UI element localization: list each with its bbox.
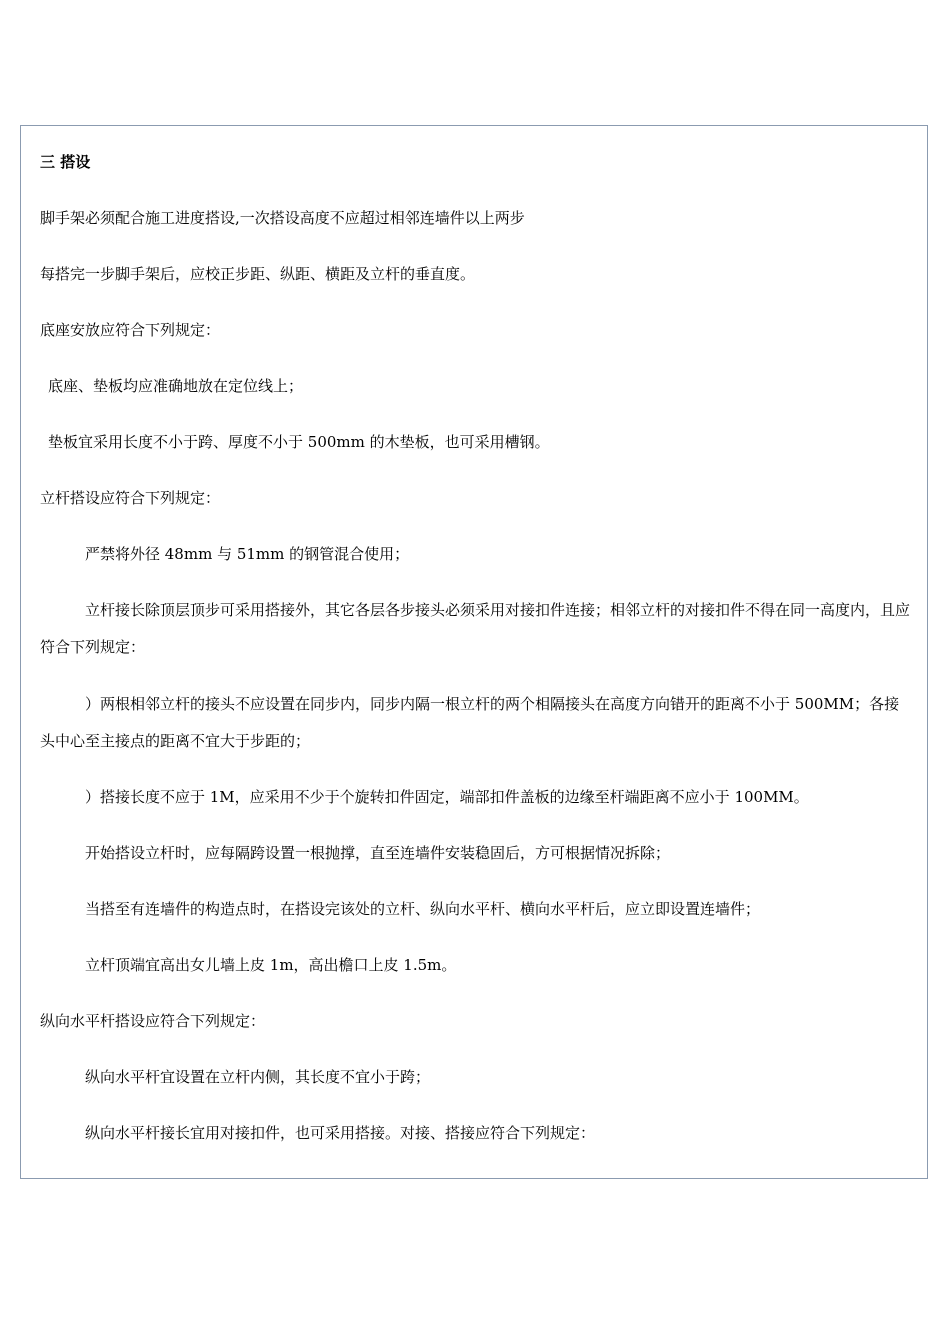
paragraph: 脚手架必须配合施工进度搭设,一次搭设高度不应超过相邻连墙件以上两步 [40,209,525,227]
paragraph: 纵向水平杆搭设应符合下列规定： [40,1012,266,1030]
paragraph: 每搭完一步脚手架后，应校正步距、纵距、横距及立杆的垂直度。 [40,265,476,283]
section-heading: 三 搭设 [40,153,91,171]
paragraph: 垫板宜采用长度不小于跨、厚度不小于 500mm 的木垫板，也可采用槽钢。 [48,433,550,451]
paragraph: 纵向水平杆接长宜用对接扣件，也可采用搭接。对接、搭接应符合下列规定： [85,1124,596,1142]
paragraph: 立杆接长除顶层顶步可采用搭接外，其它各层各步接头必须采用对接扣件连接；相邻立杆的对接扣件不得在同一高度内，且应符合下列规定： [40,601,911,656]
paragraph: 纵向水平杆宜设置在立杆内侧，其长度不宜小于跨； [85,1068,431,1086]
paragraph: ）搭接长度不应于 1M，应采用不少于个旋转扣件固定，端部扣件盖板的边缘至杆端距离不应小于 100MM。 [85,788,809,806]
content-box [20,125,928,1179]
paragraph: 底座安放应符合下列规定： [40,321,221,339]
paragraph: 当搭至有连墙件的构造点时，在搭设完该处的立杆、纵向水平杆、横向水平杆后，应立即设置连墙件； [85,900,761,918]
paragraph: 开始搭设立杆时，应每隔跨设置一根抛撑，直至连墙件安装稳固后，方可根据情况拆除； [85,844,671,862]
paragraph: 严禁将外径 48mm 与 51mm 的钢管混合使用； [85,545,410,563]
paragraph: 立杆搭设应符合下列规定： [40,489,221,507]
paragraph: 立杆顶端宜高出女儿墙上皮 1m，高出檐口上皮 1.5m。 [85,956,457,974]
paragraph: ）两根相邻立杆的接头不应设置在同步内，同步内隔一根立杆的两个相隔接头在高度方向错开的距离不小于 500MM；各接头中心至主接点的距离不宜大于步距的； [40,695,900,750]
paragraph: 底座、垫板均应准确地放在定位线上； [48,377,304,395]
